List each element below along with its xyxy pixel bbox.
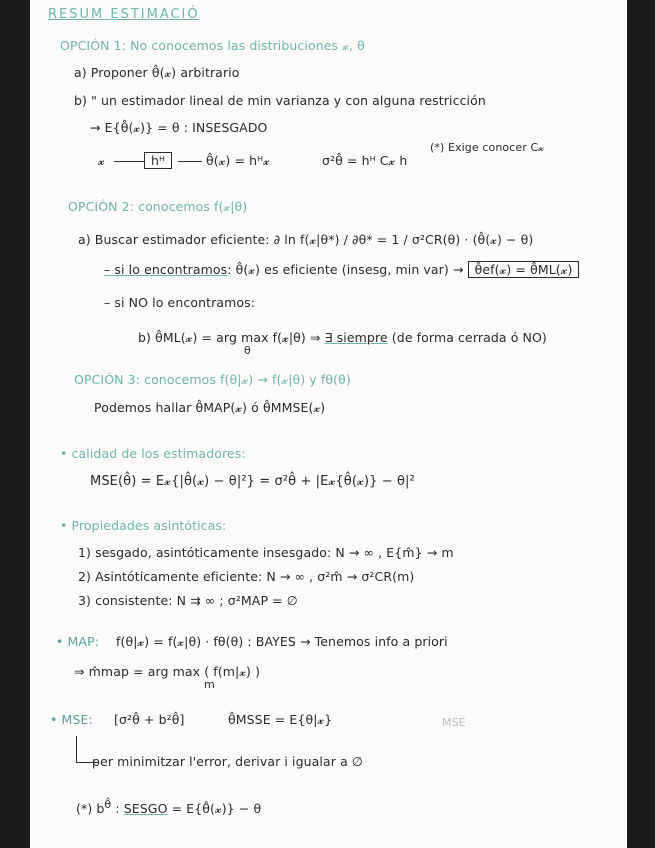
bias-pre: (*) b <box>76 801 105 817</box>
mse-arrow-stem <box>76 736 77 762</box>
map-line2: ⇒ m̂map = arg max ( f(m|𝔁) ) <box>74 664 261 679</box>
mse-arrow-text: per minimitzar l'error, derivar i igualar a ∅ <box>92 754 363 769</box>
bias-sup: θ̂ <box>104 798 112 811</box>
found-box: θ̂ef(𝔁) = θ̂ML(𝔁) <box>468 261 580 278</box>
notebook-page <box>30 0 627 848</box>
bias-line <box>76 798 261 817</box>
option1-note: (*) Exige conocer C𝔁 <box>430 141 545 154</box>
option1-heading: OPCIÓN 1: No conocemos las distribuciones 𝔁, θ <box>60 38 365 53</box>
page-title: RESUM ESTIMACIÓ <box>48 7 200 22</box>
option1-a: a) Proponer θ̂(𝔁) arbitrario <box>74 65 240 80</box>
filter-box: hᴴ <box>144 152 172 169</box>
b-subscript: θ <box>244 344 251 357</box>
b-post: (de forma cerrada ó NO) <box>387 330 547 345</box>
option3-heading: OPCIÓN 3: conocemos f(θ|𝔁) → f(𝔁|θ) y fθ(θ) <box>74 372 351 387</box>
mse-formula: MSE(θ̂) = E𝔁{|θ̂(𝔁) − θ|²} = σ²θ̂ + |E𝔁{θ̂(𝔁)} − θ|² <box>90 474 415 489</box>
option2-found <box>104 262 579 278</box>
option1-b: b) " un estimador lineal de min varianza y con alguna restricción <box>74 93 486 108</box>
prop-item-3: 3) consistente: N ⇉ ∞ ; σ²MAP = ∅ <box>78 593 298 608</box>
variance-eq: σ²θ̂ = hᴴ C𝔁 h <box>322 153 408 168</box>
b-exists: ∃ siempre <box>324 330 388 345</box>
bias-label: SESGO <box>123 801 168 817</box>
option2-heading: OPCIÓN 2: conocemos f(𝔁|θ) <box>68 199 248 214</box>
filter-output: θ̂(𝔁) = hᴴ𝔁 <box>206 153 270 168</box>
found-text: : θ̂(𝔁) es eficiente (insesg, min var) → <box>227 262 464 277</box>
bias-colon: : <box>111 801 124 817</box>
found-label: – si lo encontramos <box>104 262 228 277</box>
mse-eq: θ̂MSSE = E{θ|𝔁} <box>228 712 333 727</box>
option3-text: Podemos hallar θ̂MAP(𝔁) ó θ̂MMSE(𝔁) <box>94 400 326 415</box>
mse-faint: MSE <box>442 716 466 729</box>
map-line1: f(θ|𝔁) = f(𝔁|θ) · fθ(θ) : BAYES → Tenemos info a priori <box>116 634 448 649</box>
map-subscript: m <box>204 678 215 691</box>
prop-item-1: 1) sesgado, asintóticamente insesgado: N → ∞ , E{m̂} → m <box>78 545 454 560</box>
b-pre: b) θ̂ML(𝔁) = arg max f(𝔁|θ) ⇒ <box>138 330 325 345</box>
prop-item-2: 2) Asintóticamente eficiente: N → ∞ , σ²m̂ → σ²CR(m) <box>78 569 415 584</box>
bias-eq: = E{θ̂(𝔁)} − θ <box>167 801 262 817</box>
mse-box: [σ²θ̂ + b²θ̂] <box>114 712 185 727</box>
option1-insesgado: → E{θ̂(𝔁)} = θ : INSESGADO <box>90 120 268 135</box>
mse-label: • MSE: <box>50 712 93 727</box>
calidad-heading: • calidad de los estimadores: <box>60 446 246 461</box>
filter-input: 𝔁 <box>98 153 105 168</box>
option2-notfound: – si NO lo encontramos: <box>104 295 256 310</box>
map-label: • MAP: <box>56 634 100 649</box>
filter-line-right <box>178 161 202 162</box>
option2-b <box>138 330 547 346</box>
prop-heading: • Propiedades asintóticas: <box>60 518 227 533</box>
filter-line-left <box>114 161 144 162</box>
option2-a: a) Buscar estimador eficiente: ∂ ln f(𝔁|θ*) / ∂θ* = 1 / σ²CR(θ) · (θ̂(𝔁) − θ) <box>78 232 534 247</box>
